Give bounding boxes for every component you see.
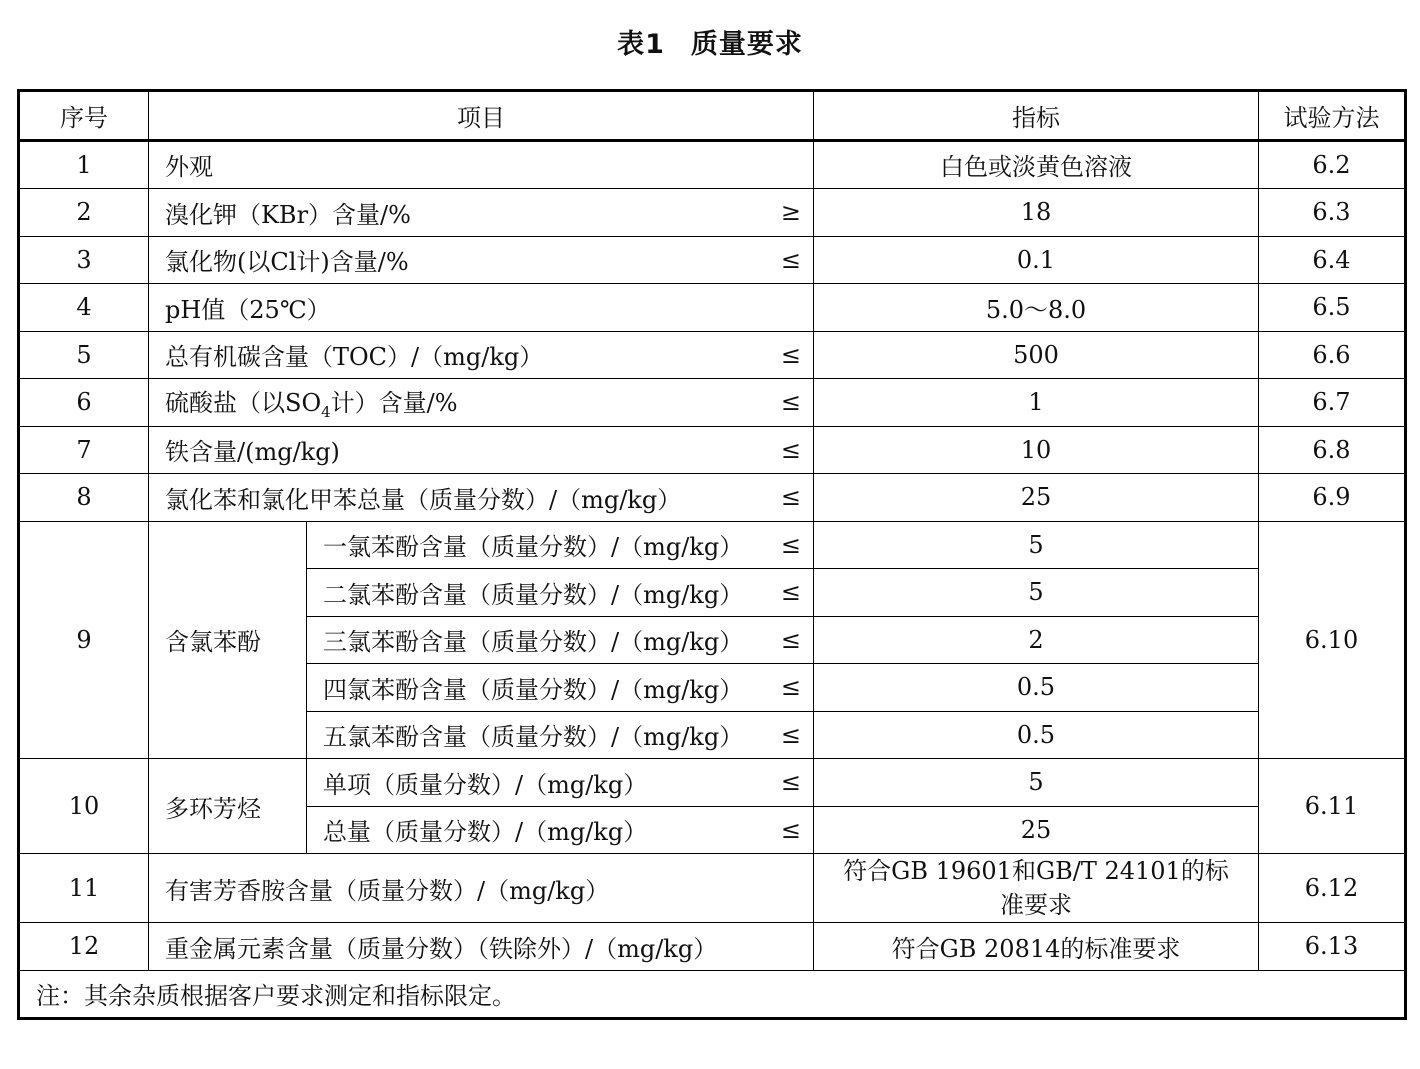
item-cell bbox=[149, 331, 814, 379]
header-row bbox=[19, 91, 1406, 141]
seq-cell: 6 bbox=[19, 379, 149, 427]
value-cell: 500 bbox=[814, 331, 1259, 379]
value-cell bbox=[814, 854, 1259, 923]
method-cell: 6.3 bbox=[1259, 189, 1406, 237]
value-cell: 5 bbox=[814, 759, 1259, 807]
note-cell: 注：其余杂质根据客户要求测定和指标限定。 bbox=[19, 970, 1406, 1018]
operator: ≤ bbox=[780, 340, 801, 369]
quality-requirements-table bbox=[17, 89, 1407, 1020]
item-cell bbox=[149, 189, 814, 237]
item-text: 三氯苯酚含量（质量分数）/（mg/kg） bbox=[323, 628, 744, 657]
value-line: 准要求 bbox=[1000, 891, 1072, 919]
table-caption: 质量要求 bbox=[690, 29, 803, 60]
table-row bbox=[19, 854, 1406, 923]
method-cell: 6.12 bbox=[1259, 854, 1406, 923]
item-text: 氯化苯和氯化甲苯总量（质量分数）/（mg/kg） bbox=[165, 485, 682, 514]
item-text: 单项（质量分数）/（mg/kg） bbox=[323, 770, 648, 799]
seq-cell: 3 bbox=[19, 236, 149, 284]
operator: ≤ bbox=[780, 245, 801, 274]
item-text: 四氯苯酚含量（质量分数）/（mg/kg） bbox=[323, 675, 744, 704]
value-cell: 18 bbox=[814, 189, 1259, 237]
item-text: 铁含量/(mg/kg) bbox=[165, 438, 340, 467]
seq-cell: 2 bbox=[19, 189, 149, 237]
value-cell: 5 bbox=[814, 569, 1259, 617]
seq-cell: 12 bbox=[19, 923, 149, 971]
group-name-cell: 多环芳烃 bbox=[149, 759, 307, 854]
header-method: 试验方法 bbox=[1259, 91, 1406, 141]
operator: ≤ bbox=[780, 768, 801, 797]
method-cell: 6.5 bbox=[1259, 284, 1406, 332]
method-cell: 6.4 bbox=[1259, 236, 1406, 284]
method-cell: 6.10 bbox=[1259, 521, 1406, 759]
table-title bbox=[0, 22, 1420, 61]
table-row bbox=[19, 474, 1406, 522]
value-cell: 1 bbox=[814, 379, 1259, 427]
table-row bbox=[19, 923, 1406, 971]
value-cell: 5 bbox=[814, 521, 1259, 569]
method-cell: 6.7 bbox=[1259, 379, 1406, 427]
method-cell: 6.11 bbox=[1259, 759, 1406, 854]
item-text: 总有机碳含量（TOC）/（mg/kg） bbox=[165, 343, 544, 372]
seq-cell: 5 bbox=[19, 331, 149, 379]
seq-cell: 4 bbox=[19, 284, 149, 332]
operator: ≤ bbox=[780, 625, 801, 654]
item-cell bbox=[149, 236, 814, 284]
table-row bbox=[19, 521, 1406, 569]
operator: ≤ bbox=[780, 435, 801, 464]
method-cell: 6.8 bbox=[1259, 426, 1406, 474]
table-row bbox=[19, 236, 1406, 284]
item-cell bbox=[149, 474, 814, 522]
value-cell: 白色或淡黄色溶液 bbox=[814, 140, 1259, 189]
sub-item-cell bbox=[307, 806, 814, 854]
operator: ≤ bbox=[780, 673, 801, 702]
operator: ≤ bbox=[780, 815, 801, 844]
item-text: 氯化物(以Cl计)含量/% bbox=[165, 248, 409, 277]
item-text: 二氯苯酚含量（质量分数）/（mg/kg） bbox=[323, 580, 744, 609]
group-name-cell: 含氯苯酚 bbox=[149, 521, 307, 759]
sub-item-cell bbox=[307, 569, 814, 617]
sub-item-cell bbox=[307, 664, 814, 712]
method-cell: 6.13 bbox=[1259, 923, 1406, 971]
seq-cell: 11 bbox=[19, 854, 149, 923]
table-row bbox=[19, 189, 1406, 237]
seq-cell: 9 bbox=[19, 521, 149, 759]
table-row bbox=[19, 284, 1406, 332]
value-cell: 0.5 bbox=[814, 711, 1259, 759]
item-cell: 外观 bbox=[149, 140, 814, 189]
table-row bbox=[19, 379, 1406, 427]
sub-item-cell bbox=[307, 759, 814, 807]
table-row bbox=[19, 140, 1406, 189]
item-cell: 重金属元素含量（质量分数）（铁除外）/（mg/kg） bbox=[149, 923, 814, 971]
note-row bbox=[19, 970, 1406, 1018]
item-text bbox=[165, 383, 458, 421]
value-cell: 10 bbox=[814, 426, 1259, 474]
method-cell: 6.2 bbox=[1259, 140, 1406, 189]
value-cell: 符合GB 20814的标准要求 bbox=[814, 923, 1259, 971]
table-row bbox=[19, 426, 1406, 474]
header-seq: 序号 bbox=[19, 91, 149, 141]
operator: ≥ bbox=[780, 198, 801, 227]
header-item: 项目 bbox=[149, 91, 814, 141]
seq-cell: 8 bbox=[19, 474, 149, 522]
value-cell: 0.1 bbox=[814, 236, 1259, 284]
item-text: 五氯苯酚含量（质量分数）/（mg/kg） bbox=[323, 723, 744, 752]
value-line: 符合GB 19601和GB/T 24101的标 bbox=[843, 857, 1229, 885]
table-number: 表1 bbox=[617, 29, 665, 60]
value-cell: 2 bbox=[814, 616, 1259, 664]
sub-item-cell bbox=[307, 711, 814, 759]
method-cell: 6.9 bbox=[1259, 474, 1406, 522]
operator: ≤ bbox=[780, 578, 801, 607]
seq-cell: 7 bbox=[19, 426, 149, 474]
item-text-part: 计）含量/% bbox=[330, 389, 458, 418]
seq-cell: 1 bbox=[19, 140, 149, 189]
value-cell: 0.5 bbox=[814, 664, 1259, 712]
item-cell bbox=[149, 379, 814, 427]
value-cell: 25 bbox=[814, 806, 1259, 854]
item-cell: 有害芳香胺含量（质量分数）/（mg/kg） bbox=[149, 854, 814, 923]
operator: ≤ bbox=[780, 530, 801, 559]
table-row bbox=[19, 759, 1406, 807]
operator: ≤ bbox=[780, 483, 801, 512]
operator: ≤ bbox=[780, 388, 801, 417]
method-cell: 6.6 bbox=[1259, 331, 1406, 379]
subscript: 4 bbox=[321, 403, 331, 422]
item-text: 溴化钾（KBr）含量/% bbox=[165, 200, 411, 229]
table-row bbox=[19, 331, 1406, 379]
item-text: 一氯苯酚含量（质量分数）/（mg/kg） bbox=[323, 533, 744, 562]
value-cell: 5.0～8.0 bbox=[814, 284, 1259, 332]
sub-item-cell bbox=[307, 616, 814, 664]
item-cell: pH值（25℃） bbox=[149, 284, 814, 332]
item-text-part: 硫酸盐（以SO bbox=[165, 389, 322, 418]
sub-item-cell bbox=[307, 521, 814, 569]
item-text: 总量（质量分数）/（mg/kg） bbox=[323, 818, 648, 847]
item-cell bbox=[149, 426, 814, 474]
header-index: 指标 bbox=[814, 91, 1259, 141]
value-cell: 25 bbox=[814, 474, 1259, 522]
operator: ≤ bbox=[780, 720, 801, 749]
seq-cell: 10 bbox=[19, 759, 149, 854]
